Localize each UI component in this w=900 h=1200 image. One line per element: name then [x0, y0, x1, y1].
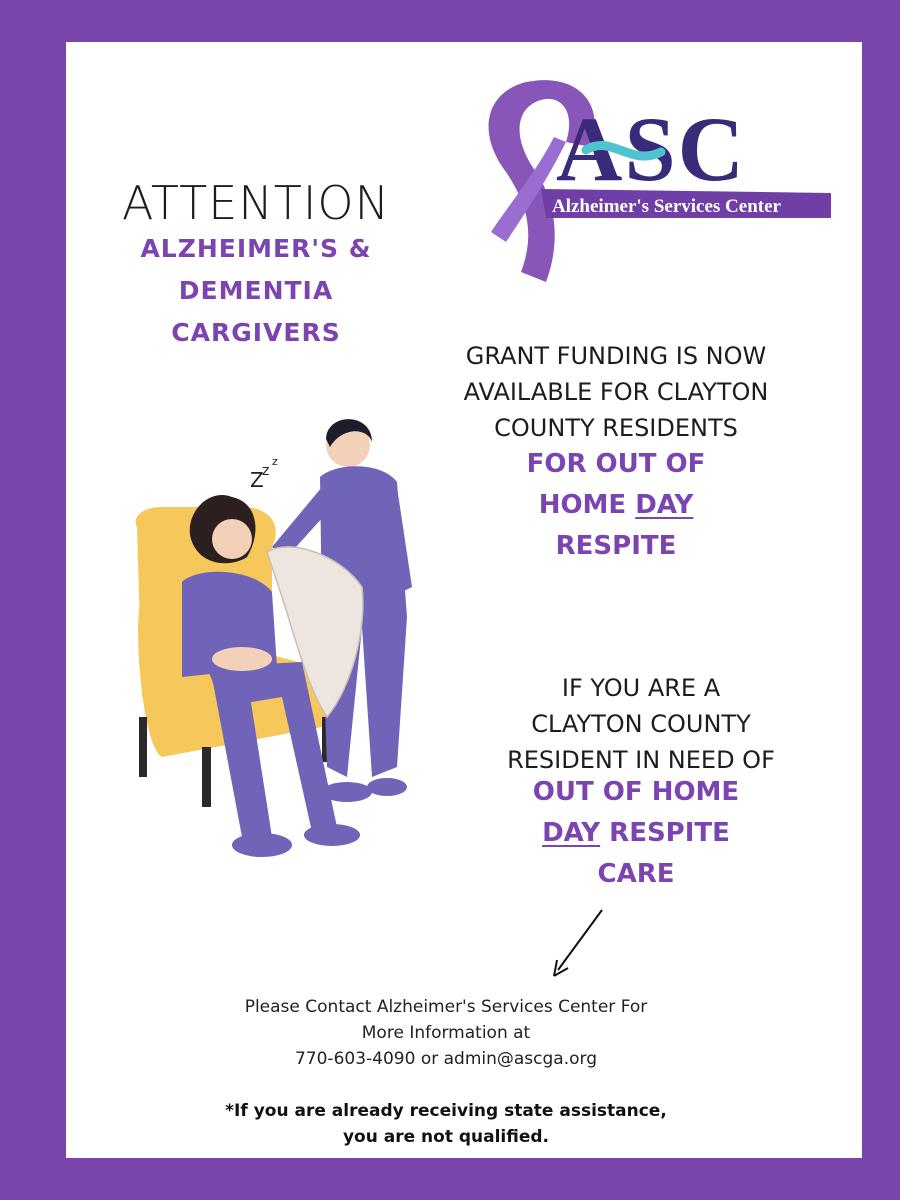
- svg-text:z: z: [272, 455, 278, 468]
- need-text: [466, 670, 816, 778]
- disclaimer: [186, 1098, 706, 1150]
- disclaimer-line-1: *If you are already receiving state assistance,: [225, 1101, 667, 1121]
- attention-heading: ATTENTION: [121, 176, 391, 230]
- contact-line-3: 770-603-4090 or admin@ascga.org: [294, 1049, 597, 1069]
- logo-name: Alzheimer's Services Center: [552, 196, 781, 217]
- need-line-2: CLAYTON COUNTY: [531, 710, 751, 738]
- need-bold-line-2: [486, 813, 786, 854]
- asc-logo: [466, 72, 836, 287]
- grant-bold-line-1: FOR OUT OF: [526, 449, 706, 479]
- grant-bold-text: [476, 444, 756, 567]
- disclaimer-line-2: you are not qualified.: [342, 1127, 550, 1147]
- grant-line-3: COUNTY RESIDENTS: [494, 414, 738, 442]
- grant-day: DAY: [635, 490, 694, 520]
- caregiver-illustration: [122, 367, 442, 867]
- contact-line-1: Please Contact Alzheimer's Services Center For: [244, 997, 648, 1017]
- need-line-1: IF YOU ARE A: [561, 674, 721, 702]
- need-respite: RESPITE: [600, 818, 730, 848]
- need-day: DAY: [542, 818, 601, 848]
- grant-text: [416, 338, 816, 446]
- flyer-sheet: [66, 42, 862, 1158]
- need-bold-line-1: OUT OF HOME: [532, 777, 740, 807]
- grant-line-1: GRANT FUNDING IS NOW: [465, 342, 767, 370]
- arrow-icon: [546, 904, 616, 982]
- grant-bold-line-3: RESPITE: [555, 531, 677, 561]
- need-line-3: RESIDENT IN NEED OF: [507, 746, 775, 774]
- svg-text:z: z: [262, 463, 270, 479]
- need-bold-line-3: CARE: [597, 859, 675, 889]
- svg-text:Z: Z: [250, 468, 264, 492]
- grant-bold-line-2: [476, 485, 756, 526]
- caregivers-heading: [66, 228, 446, 354]
- contact-line-2: More Information at: [361, 1023, 531, 1043]
- grant-line-2: AVAILABLE FOR CLAYTON: [463, 378, 769, 406]
- contact-info: [186, 994, 706, 1072]
- grant-home: HOME: [538, 490, 636, 520]
- need-bold-text: [486, 772, 786, 895]
- logo-letters: ASC: [556, 98, 747, 200]
- heading-line-1: ALZHEIMER'S & DEMENTIA: [140, 234, 372, 305]
- heading-line-2: CARGIVERS: [171, 318, 341, 347]
